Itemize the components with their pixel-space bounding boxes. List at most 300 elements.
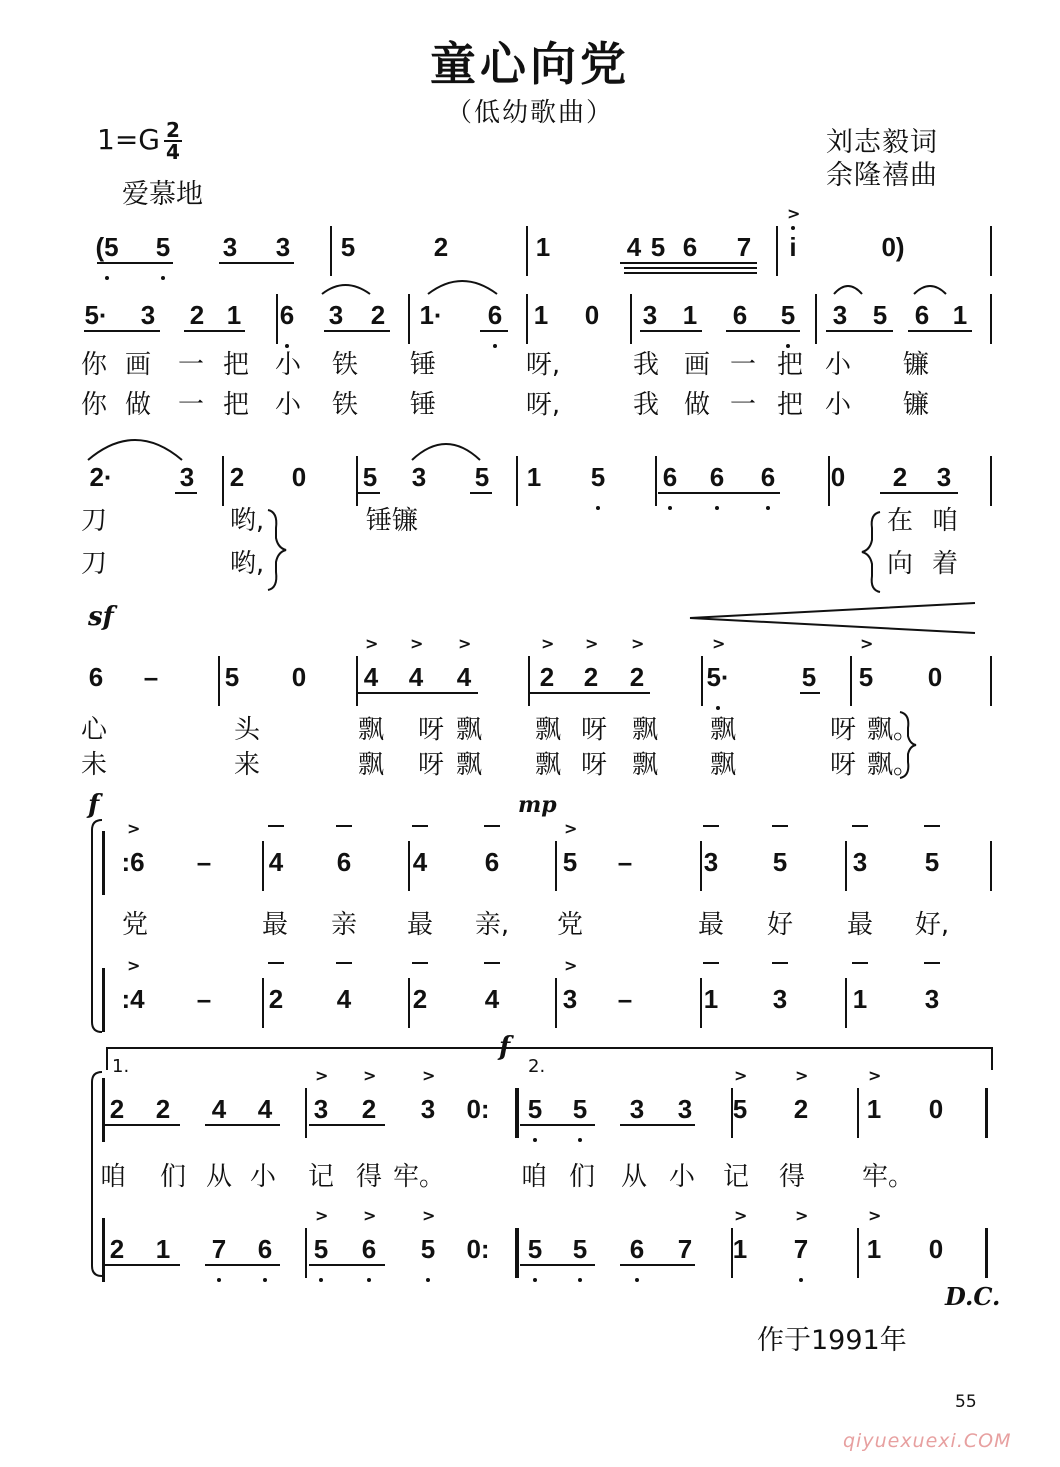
note: 5 bbox=[224, 662, 240, 692]
lyric-syllable: 小 bbox=[274, 390, 302, 420]
beam-underline bbox=[880, 492, 958, 494]
time-denominator: 4 bbox=[165, 140, 180, 164]
lyric-syllable: 党 bbox=[121, 910, 149, 940]
lyric-syllable: 锤 bbox=[409, 350, 437, 380]
beam-underline bbox=[84, 330, 160, 332]
note: 2 bbox=[793, 1094, 809, 1124]
note: 4 bbox=[257, 1094, 273, 1124]
lyric-syllable: 小 bbox=[668, 1162, 696, 1192]
accent-mark: > bbox=[365, 634, 379, 653]
barline bbox=[555, 841, 557, 891]
lyric-syllable: 铁 bbox=[331, 390, 359, 420]
octave-dot-low bbox=[596, 506, 600, 510]
barline bbox=[850, 656, 852, 706]
beam-underline bbox=[726, 330, 800, 332]
lyric-syllable: 飘 bbox=[455, 715, 483, 745]
lyric-syllable: 呀, bbox=[525, 350, 561, 380]
dynamic-sf: sf bbox=[88, 602, 114, 632]
note: 5 bbox=[858, 662, 874, 692]
barline bbox=[356, 456, 358, 506]
note: (5 bbox=[95, 232, 119, 262]
barline bbox=[985, 1228, 988, 1278]
slur bbox=[834, 286, 862, 294]
lyric-syllable: 得 bbox=[355, 1162, 383, 1192]
note: 3 bbox=[313, 1094, 329, 1124]
system-bracket bbox=[92, 820, 102, 1032]
lyric-syllable: 得 bbox=[778, 1162, 806, 1192]
lyric-syllable: 飘。 bbox=[866, 750, 920, 780]
barline bbox=[700, 978, 702, 1028]
beam-underline bbox=[97, 262, 173, 264]
note: :4 bbox=[121, 984, 145, 1014]
lyric-syllable: 最 bbox=[261, 910, 289, 940]
lyric-syllable: 最 bbox=[697, 910, 725, 940]
barline bbox=[218, 656, 220, 706]
note: 1· bbox=[419, 300, 443, 330]
note: 4 bbox=[268, 847, 284, 877]
note: 3 bbox=[642, 300, 658, 330]
accent-mark: > bbox=[734, 1066, 748, 1085]
note: 5 bbox=[340, 232, 356, 262]
accent-mark: > bbox=[868, 1206, 882, 1225]
note: 6 bbox=[732, 300, 748, 330]
note: 5 bbox=[420, 1234, 436, 1264]
volta-1-label: 1. bbox=[112, 1056, 130, 1077]
lyric-syllable: 最 bbox=[406, 910, 434, 940]
lyric-syllable: 好, bbox=[914, 910, 950, 940]
note: 2 bbox=[412, 984, 428, 1014]
beam-underline bbox=[105, 1264, 180, 1266]
tenuto-mark bbox=[924, 825, 940, 827]
lyric-syllable: 小 bbox=[249, 1162, 277, 1192]
lyric-syllable: 呀 bbox=[580, 750, 608, 780]
octave-dot-low bbox=[635, 1278, 639, 1282]
time-numerator: 2 bbox=[165, 118, 180, 142]
beam-underline bbox=[205, 1124, 280, 1126]
note: 3 bbox=[179, 462, 195, 492]
accent-mark: > bbox=[422, 1206, 436, 1225]
slur bbox=[88, 440, 182, 460]
lyric-syllable: 党 bbox=[556, 910, 584, 940]
lyric-syllable: 一 bbox=[177, 350, 205, 380]
tenuto-mark bbox=[772, 825, 788, 827]
beam-underline bbox=[324, 330, 390, 332]
note: 0: bbox=[466, 1094, 490, 1124]
lyric-syllable: 一 bbox=[729, 390, 757, 420]
lyric-syllable: 咱 bbox=[931, 506, 959, 536]
octave-dot-low bbox=[716, 706, 720, 710]
octave-dot-high bbox=[791, 226, 795, 230]
beam-underline bbox=[105, 1124, 180, 1126]
barline bbox=[857, 1088, 859, 1138]
barline bbox=[630, 294, 632, 344]
octave-dot-low bbox=[105, 276, 109, 280]
octave-dot-low bbox=[578, 1138, 582, 1142]
note: 1 bbox=[682, 300, 698, 330]
note: 1 bbox=[155, 1234, 171, 1264]
octave-dot-low bbox=[161, 276, 165, 280]
lyric-syllable: 着 bbox=[931, 549, 959, 579]
lyric-syllable: 飘 bbox=[455, 750, 483, 780]
lyric-syllable: 小 bbox=[274, 350, 302, 380]
note: 3 bbox=[140, 300, 156, 330]
octave-dot-low bbox=[285, 344, 289, 348]
barline bbox=[828, 456, 830, 506]
note: 6 bbox=[682, 232, 698, 262]
lyric-syllable: 刀 bbox=[80, 549, 108, 579]
slur bbox=[412, 444, 480, 460]
accent-mark: > bbox=[860, 634, 874, 653]
note: 5· bbox=[706, 662, 730, 692]
lyric-syllable: 呀, bbox=[525, 390, 561, 420]
lyric-syllable: 你 bbox=[80, 390, 108, 420]
lyric-syllable: 记 bbox=[307, 1162, 335, 1192]
accent-mark: > bbox=[315, 1066, 329, 1085]
accent-mark: > bbox=[631, 634, 645, 653]
note: 2 bbox=[539, 662, 555, 692]
lyric-syllable: 们 bbox=[568, 1162, 596, 1192]
note: 5 bbox=[562, 847, 578, 877]
note: 1 bbox=[526, 462, 542, 492]
page-number: 55 bbox=[955, 1392, 977, 1412]
note: 5 bbox=[872, 300, 888, 330]
accent-mark: > bbox=[127, 819, 141, 838]
lyricist-credit: 刘志毅词 bbox=[826, 127, 938, 158]
octave-dot-low bbox=[715, 506, 719, 510]
note: 2 bbox=[109, 1094, 125, 1124]
note: 5 bbox=[362, 462, 378, 492]
volta-2-label: 2. bbox=[528, 1056, 546, 1077]
lyric-syllable: 我 bbox=[632, 350, 660, 380]
lyric-syllable: 画 bbox=[124, 350, 152, 380]
lyric-syllable: 们 bbox=[159, 1162, 187, 1192]
barline bbox=[408, 978, 410, 1028]
note: 0 bbox=[928, 1234, 944, 1264]
beam-underline bbox=[309, 1264, 385, 1266]
octave-dot-low bbox=[668, 506, 672, 510]
note: – bbox=[143, 662, 159, 692]
accent-mark: > bbox=[787, 204, 801, 223]
lyric-syllable: 记 bbox=[722, 1162, 750, 1192]
note: 0: bbox=[466, 1234, 490, 1264]
barline bbox=[102, 831, 105, 895]
lyric-syllable: 镰 bbox=[902, 390, 930, 420]
lyric-syllable: 从 bbox=[205, 1162, 233, 1192]
note: 6 bbox=[257, 1234, 273, 1264]
beam-underline bbox=[640, 330, 702, 332]
beam-underline bbox=[658, 492, 780, 494]
note: 5 bbox=[650, 232, 666, 262]
barline bbox=[528, 656, 530, 706]
lyric-syllable: 心 bbox=[80, 715, 108, 745]
accent-mark: > bbox=[795, 1206, 809, 1225]
lyric-syllable: 在 bbox=[886, 506, 914, 536]
note: – bbox=[196, 847, 212, 877]
note: 5 bbox=[527, 1234, 543, 1264]
barline bbox=[990, 294, 992, 344]
accent-mark: > bbox=[410, 634, 424, 653]
beam-underline bbox=[219, 262, 294, 264]
barline bbox=[356, 656, 358, 706]
note: 6 bbox=[484, 847, 500, 877]
accent-mark: > bbox=[363, 1206, 377, 1225]
note: 2 bbox=[229, 462, 245, 492]
note: 4 bbox=[408, 662, 424, 692]
tenuto-mark bbox=[484, 825, 500, 827]
dynamic-f-volta: f bbox=[499, 1032, 511, 1062]
octave-dot-low bbox=[786, 344, 790, 348]
dc-marking: D.C. bbox=[945, 1282, 1001, 1311]
accent-mark: > bbox=[315, 1206, 329, 1225]
barline bbox=[990, 656, 992, 706]
note: 7 bbox=[736, 232, 752, 262]
barline bbox=[515, 1088, 519, 1138]
beam-underline bbox=[620, 1264, 695, 1266]
note: 3 bbox=[772, 984, 788, 1014]
beam-underline bbox=[480, 330, 508, 332]
octave-dot-low bbox=[799, 1278, 803, 1282]
barline bbox=[262, 978, 264, 1028]
note: – bbox=[617, 847, 633, 877]
lyric-syllable: 你 bbox=[80, 350, 108, 380]
tenuto-mark bbox=[336, 962, 352, 964]
note: :6 bbox=[121, 847, 145, 877]
accent-mark: > bbox=[712, 634, 726, 653]
lyric-syllable: 一 bbox=[729, 350, 757, 380]
note: 1 bbox=[533, 300, 549, 330]
lyric-syllable: 呀 bbox=[417, 715, 445, 745]
lyric-syllable: 把 bbox=[776, 350, 804, 380]
tenuto-mark bbox=[336, 825, 352, 827]
note: 4 bbox=[626, 232, 642, 262]
note: 6 bbox=[709, 462, 725, 492]
note: 1 bbox=[703, 984, 719, 1014]
octave-dot-low bbox=[217, 1278, 221, 1282]
lyric-syllable: 最 bbox=[846, 910, 874, 940]
note: 4 bbox=[412, 847, 428, 877]
note: 1 bbox=[535, 232, 551, 262]
note: 0 bbox=[928, 1094, 944, 1124]
lyric-syllable: 锤 bbox=[409, 390, 437, 420]
note: 0 bbox=[291, 462, 307, 492]
note: 5 bbox=[590, 462, 606, 492]
barline bbox=[526, 226, 528, 276]
beam-underline bbox=[470, 492, 492, 494]
beam-underline bbox=[624, 272, 757, 274]
lyric-syllable: 画 bbox=[683, 350, 711, 380]
lyric-syllable: 咱 bbox=[99, 1162, 127, 1192]
beam-underline bbox=[309, 1124, 385, 1126]
barline bbox=[408, 294, 410, 344]
slur bbox=[428, 281, 497, 294]
barline bbox=[985, 1088, 988, 1138]
tenuto-mark bbox=[852, 825, 868, 827]
tenuto-mark bbox=[268, 962, 284, 964]
note: 3 bbox=[924, 984, 940, 1014]
lyric-syllable: 镰 bbox=[902, 350, 930, 380]
lyric-syllable: 飘 bbox=[631, 750, 659, 780]
octave-dot-low bbox=[578, 1278, 582, 1282]
note: 2 bbox=[583, 662, 599, 692]
lyric-syllable: 哟, bbox=[229, 549, 265, 579]
note: 0 bbox=[830, 462, 846, 492]
accent-mark: > bbox=[868, 1066, 882, 1085]
note: 5 bbox=[780, 300, 796, 330]
lyric-syllable: 呀 bbox=[580, 715, 608, 745]
note: 2 bbox=[109, 1234, 125, 1264]
accent-mark: > bbox=[363, 1066, 377, 1085]
lyric-syllable: 飘 bbox=[709, 750, 737, 780]
beam-underline bbox=[184, 330, 245, 332]
octave-dot-low bbox=[319, 1278, 323, 1282]
note: 5 bbox=[572, 1234, 588, 1264]
lyric-syllable: 锤镰 bbox=[365, 506, 419, 536]
accent-mark: > bbox=[564, 819, 578, 838]
note: 5 bbox=[924, 847, 940, 877]
lyric-syllable: 亲, bbox=[474, 910, 510, 940]
beam-underline bbox=[624, 267, 757, 269]
note: 2· bbox=[89, 462, 113, 492]
beam-underline bbox=[620, 1124, 695, 1126]
beam-underline bbox=[358, 692, 478, 694]
beam-underline bbox=[908, 330, 972, 332]
note: 3 bbox=[275, 232, 291, 262]
barline bbox=[262, 841, 264, 891]
barline bbox=[102, 1078, 105, 1142]
tenuto-mark bbox=[412, 962, 428, 964]
note: 3 bbox=[677, 1094, 693, 1124]
lyric-syllable: 飘 bbox=[534, 715, 562, 745]
note: 6 bbox=[760, 462, 776, 492]
note: 5 bbox=[772, 847, 788, 877]
beam-underline bbox=[205, 1264, 280, 1266]
beam-underline bbox=[800, 692, 820, 694]
beam-underline bbox=[826, 330, 893, 332]
note: 6 bbox=[336, 847, 352, 877]
lyric-syllable: 呀 bbox=[829, 750, 857, 780]
slur bbox=[914, 286, 946, 294]
note: 6 bbox=[914, 300, 930, 330]
note: 3 bbox=[852, 847, 868, 877]
accent-mark: > bbox=[541, 634, 555, 653]
barline bbox=[776, 226, 778, 276]
lyric-syllable: 哟, bbox=[229, 506, 265, 536]
lyric-brace bbox=[862, 512, 880, 592]
composition-date: 作于1991年 bbox=[757, 1325, 907, 1356]
note: 5 bbox=[732, 1094, 748, 1124]
note: 6 bbox=[487, 300, 503, 330]
volta-bracket bbox=[107, 1048, 992, 1070]
beam-underline bbox=[620, 262, 757, 264]
beam-underline bbox=[520, 1264, 595, 1266]
note: 7 bbox=[211, 1234, 227, 1264]
barline bbox=[276, 294, 278, 344]
beam-underline bbox=[520, 1124, 595, 1126]
barline bbox=[408, 841, 410, 891]
note: 2 bbox=[370, 300, 386, 330]
note: 5 bbox=[527, 1094, 543, 1124]
lyric-syllable: 牢。 bbox=[392, 1162, 446, 1192]
lyric-syllable: 牢。 bbox=[861, 1162, 915, 1192]
note: 0 bbox=[584, 300, 600, 330]
composer-credit: 余隆禧曲 bbox=[826, 160, 938, 191]
note: – bbox=[196, 984, 212, 1014]
octave-dot-low bbox=[493, 344, 497, 348]
beam-underline bbox=[175, 492, 197, 494]
accent-mark: > bbox=[585, 634, 599, 653]
note: 3 bbox=[222, 232, 238, 262]
barline bbox=[857, 1228, 859, 1278]
barline bbox=[655, 456, 657, 506]
note: 2 bbox=[268, 984, 284, 1014]
time-signature bbox=[164, 120, 182, 162]
barline bbox=[305, 1228, 307, 1278]
tempo-marking: 爱慕地 bbox=[122, 179, 203, 210]
note: 6 bbox=[361, 1234, 377, 1264]
barline bbox=[990, 456, 992, 506]
note: 3 bbox=[936, 462, 952, 492]
lyric-syllable: 铁 bbox=[331, 350, 359, 380]
note: 2 bbox=[189, 300, 205, 330]
note: 7 bbox=[677, 1234, 693, 1264]
note: – bbox=[617, 984, 633, 1014]
lyric-syllable: 呀 bbox=[829, 715, 857, 745]
barline bbox=[815, 294, 817, 344]
note: 1 bbox=[866, 1234, 882, 1264]
lyric-syllable: 从 bbox=[620, 1162, 648, 1192]
octave-dot-low bbox=[766, 506, 770, 510]
note: 4 bbox=[336, 984, 352, 1014]
note: 0 bbox=[927, 662, 943, 692]
barline bbox=[516, 456, 518, 506]
barline bbox=[700, 841, 702, 891]
lyric-syllable: 刀 bbox=[80, 506, 108, 536]
key-label: 1=G bbox=[97, 123, 160, 156]
note: 1 bbox=[852, 984, 868, 1014]
octave-dot-low bbox=[426, 1278, 430, 1282]
lyric-syllable: 做 bbox=[124, 390, 152, 420]
note: 4 bbox=[211, 1094, 227, 1124]
note: 3 bbox=[562, 984, 578, 1014]
barline bbox=[102, 1218, 105, 1282]
note: i bbox=[789, 232, 797, 262]
accent-mark: > bbox=[734, 1206, 748, 1225]
note: 4 bbox=[456, 662, 472, 692]
beam-underline bbox=[530, 692, 650, 694]
accent-mark: > bbox=[795, 1066, 809, 1085]
beam-underline bbox=[358, 492, 380, 494]
barline bbox=[305, 1088, 307, 1138]
lyric-syllable: 飘。 bbox=[866, 715, 920, 745]
song-title: 童心向党 bbox=[430, 37, 630, 91]
accent-mark: > bbox=[564, 956, 578, 975]
note: 6 bbox=[279, 300, 295, 330]
lyric-syllable: 飘 bbox=[534, 750, 562, 780]
lyric-syllable: 我 bbox=[632, 390, 660, 420]
note: 6 bbox=[662, 462, 678, 492]
octave-dot-low bbox=[533, 1278, 537, 1282]
key-signature bbox=[97, 120, 182, 162]
accent-mark: > bbox=[422, 1066, 436, 1085]
lyric-syllable: 一 bbox=[177, 390, 205, 420]
note: 7 bbox=[793, 1234, 809, 1264]
note: 0 bbox=[291, 662, 307, 692]
crescendo-hairpin bbox=[690, 603, 975, 633]
accent-mark: > bbox=[458, 634, 472, 653]
lyric-syllable: 飘 bbox=[357, 715, 385, 745]
lyric-syllable: 呀 bbox=[417, 750, 445, 780]
lyric-brace bbox=[268, 510, 286, 590]
